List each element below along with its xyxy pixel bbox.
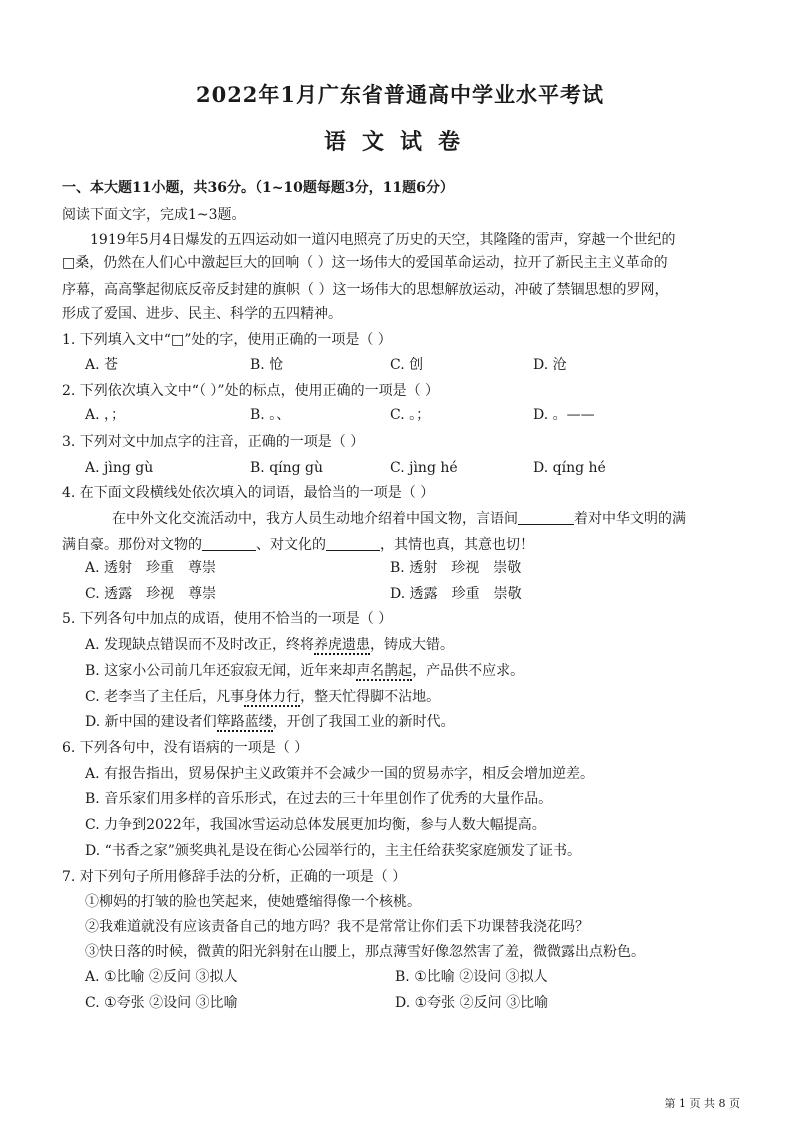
option: B. qíng gù: [250, 460, 324, 476]
option: D. “书香之家”颁奖典礼是设在街心公园举行的，主主任给获奖家庭颁发了证书。: [85, 843, 581, 859]
option-text: D. 新中国的建设者们: [85, 714, 217, 730]
option-text: ，整天忙得脚不沾地。: [300, 689, 441, 705]
dotted-idiom: 筚路蓝缕: [216, 714, 273, 730]
question-stem: 4. 在下面文段横线处依次填入的词语，最恰当的一项是（ ）: [62, 485, 435, 501]
paragraph-text: ，其情也真，其意也切！: [380, 537, 534, 553]
section-heading: 一、本大题11小题，共36分。（1~10题每题3分，11题6分）: [62, 180, 454, 196]
option: A. ①比喻 ②反问 ③拟人: [85, 969, 238, 985]
option: [85, 690, 440, 704]
option: C. ①夸张 ②设问 ③比喻: [85, 995, 238, 1011]
option-text: ，铸成大错。: [370, 637, 455, 653]
option: C. 创: [390, 357, 424, 373]
fill-blank: [326, 536, 380, 551]
option: A. jìng gù: [85, 460, 154, 476]
option: B. 音乐家们用多样的音乐形式，在过去的三十年里创作了优秀的大量作品。: [85, 791, 553, 807]
fill-paragraph: [112, 510, 686, 526]
dotted-idiom: 身体力行: [244, 689, 301, 705]
option: [85, 715, 455, 729]
option: B. 透射 珍视 崇敬: [390, 560, 522, 576]
dotted-idiom: 声名鹊起: [356, 663, 413, 679]
question-stem: 2. 下列依次填入文中“（ ）”处的标点，使用正确的一项是（ ）: [62, 383, 440, 399]
question-stem: 6. 下列各句中，没有语病的一项是（ ）: [62, 740, 309, 756]
option-text: ，产品供不应求。: [412, 663, 525, 679]
passage-line: 形成了爱国、进步、民主、科学的五四精神。: [62, 306, 342, 322]
paragraph-text: 满自豪。那份对文物的: [62, 537, 202, 553]
passage-line: 序幕，高高擎起彻底反帝反封建的旗帜（ ）这一场伟大的思想解放运动，冲破了禁锢思想的罗网，: [62, 282, 669, 298]
option-text: ，开创了我国工业的新时代。: [272, 714, 455, 730]
option: D. 沧: [533, 357, 567, 373]
option-text: C. 老李当了主任后，凡事: [85, 689, 245, 705]
option: D. 透露 珍重 崇敬: [390, 586, 522, 602]
question-stem: 1. 下列填入文中“□”处的字，使用正确的一项是（ ）: [62, 332, 392, 348]
question-stem: 5. 下列各句中加点的成语，使用不恰当的一项是（ ）: [62, 611, 393, 627]
option: B. ①比喻 ②设问 ③拟人: [395, 969, 548, 985]
option: B. 怆: [250, 357, 284, 373]
option: C. 。；: [390, 407, 431, 423]
option: A. 有报告指出，贸易保护主义政策并不会减少一国的贸易赤字，相反会增加逆差。: [85, 766, 595, 782]
option-text: A. 发现缺点错误而不及时改正，终将: [85, 637, 315, 653]
option: D. ①夸张 ②反问 ③比喻: [395, 995, 549, 1011]
option: D. qíng hé: [533, 460, 606, 476]
option: A. 透射 珍重 尊崇: [85, 560, 217, 576]
page-number: 第 1 页 共 8 页: [664, 1097, 740, 1110]
option: C. jìng hé: [390, 460, 458, 476]
option: C. 力争到2022年，我国冰雪运动总体发展更加均衡，参与人数大幅提高。: [85, 817, 546, 833]
option: A. 苍: [85, 357, 119, 373]
sentence: ②我难道就没有应该责备自己的地方吗？我不是常常让你们丢下功课替我浇花吗？: [85, 919, 589, 935]
option: D. 。——: [533, 407, 595, 423]
option: C. 透露 珍视 尊崇: [85, 586, 217, 602]
passage-line: □桑，仍然在人们心中激起巨大的回响（ ）这一场伟大的爱国革命运动，拉开了新民主主义革命的: [62, 255, 668, 271]
sentence: ③快日落的时候，微黄的阳光斜射在山腰上，那点薄雪好像忽然害了羞，微微露出点粉色。: [85, 944, 645, 960]
paragraph-text: 着对中华文明的满: [574, 511, 686, 527]
exam-subtitle: 语文试卷: [323, 129, 476, 155]
option: [85, 638, 454, 652]
option: [85, 664, 524, 678]
passage-line: 1919年5月4日爆发的五四运动如一道闪电照亮了历史的天空，其隆隆的雷声，穿越一个世纪的: [90, 232, 676, 248]
option: B. 。、: [250, 407, 291, 423]
fill-blank: [518, 510, 574, 525]
sentence: ①柳妈的打皱的脸也笑起来，使她蹙缩得像一个核桃。: [85, 894, 421, 910]
paragraph-text: 在中外文化交流活动中，我方人员生动地介绍着中国文物，言语间: [112, 511, 518, 527]
option: A. ，；: [85, 407, 126, 423]
fill-blank: [202, 536, 256, 551]
paragraph-text: 、对文化的: [256, 537, 326, 553]
question-stem: 3. 下列对文中加点字的注音，正确的一项是（ ）: [62, 434, 365, 450]
fill-paragraph: [62, 536, 534, 552]
exam-title: 2022年1月广东省普通高中学业水平考试: [195, 82, 605, 107]
dotted-idiom: 养虎遗患: [314, 637, 371, 653]
option-text: B. 这家小公司前几年还寂寂无闻，近年来却: [85, 663, 357, 679]
question-stem: 7. 对下列句子所用修辞手法的分析，正确的一项是（ ）: [62, 869, 407, 885]
section-instruction: 阅读下面文字，完成1~3题。: [62, 207, 246, 223]
